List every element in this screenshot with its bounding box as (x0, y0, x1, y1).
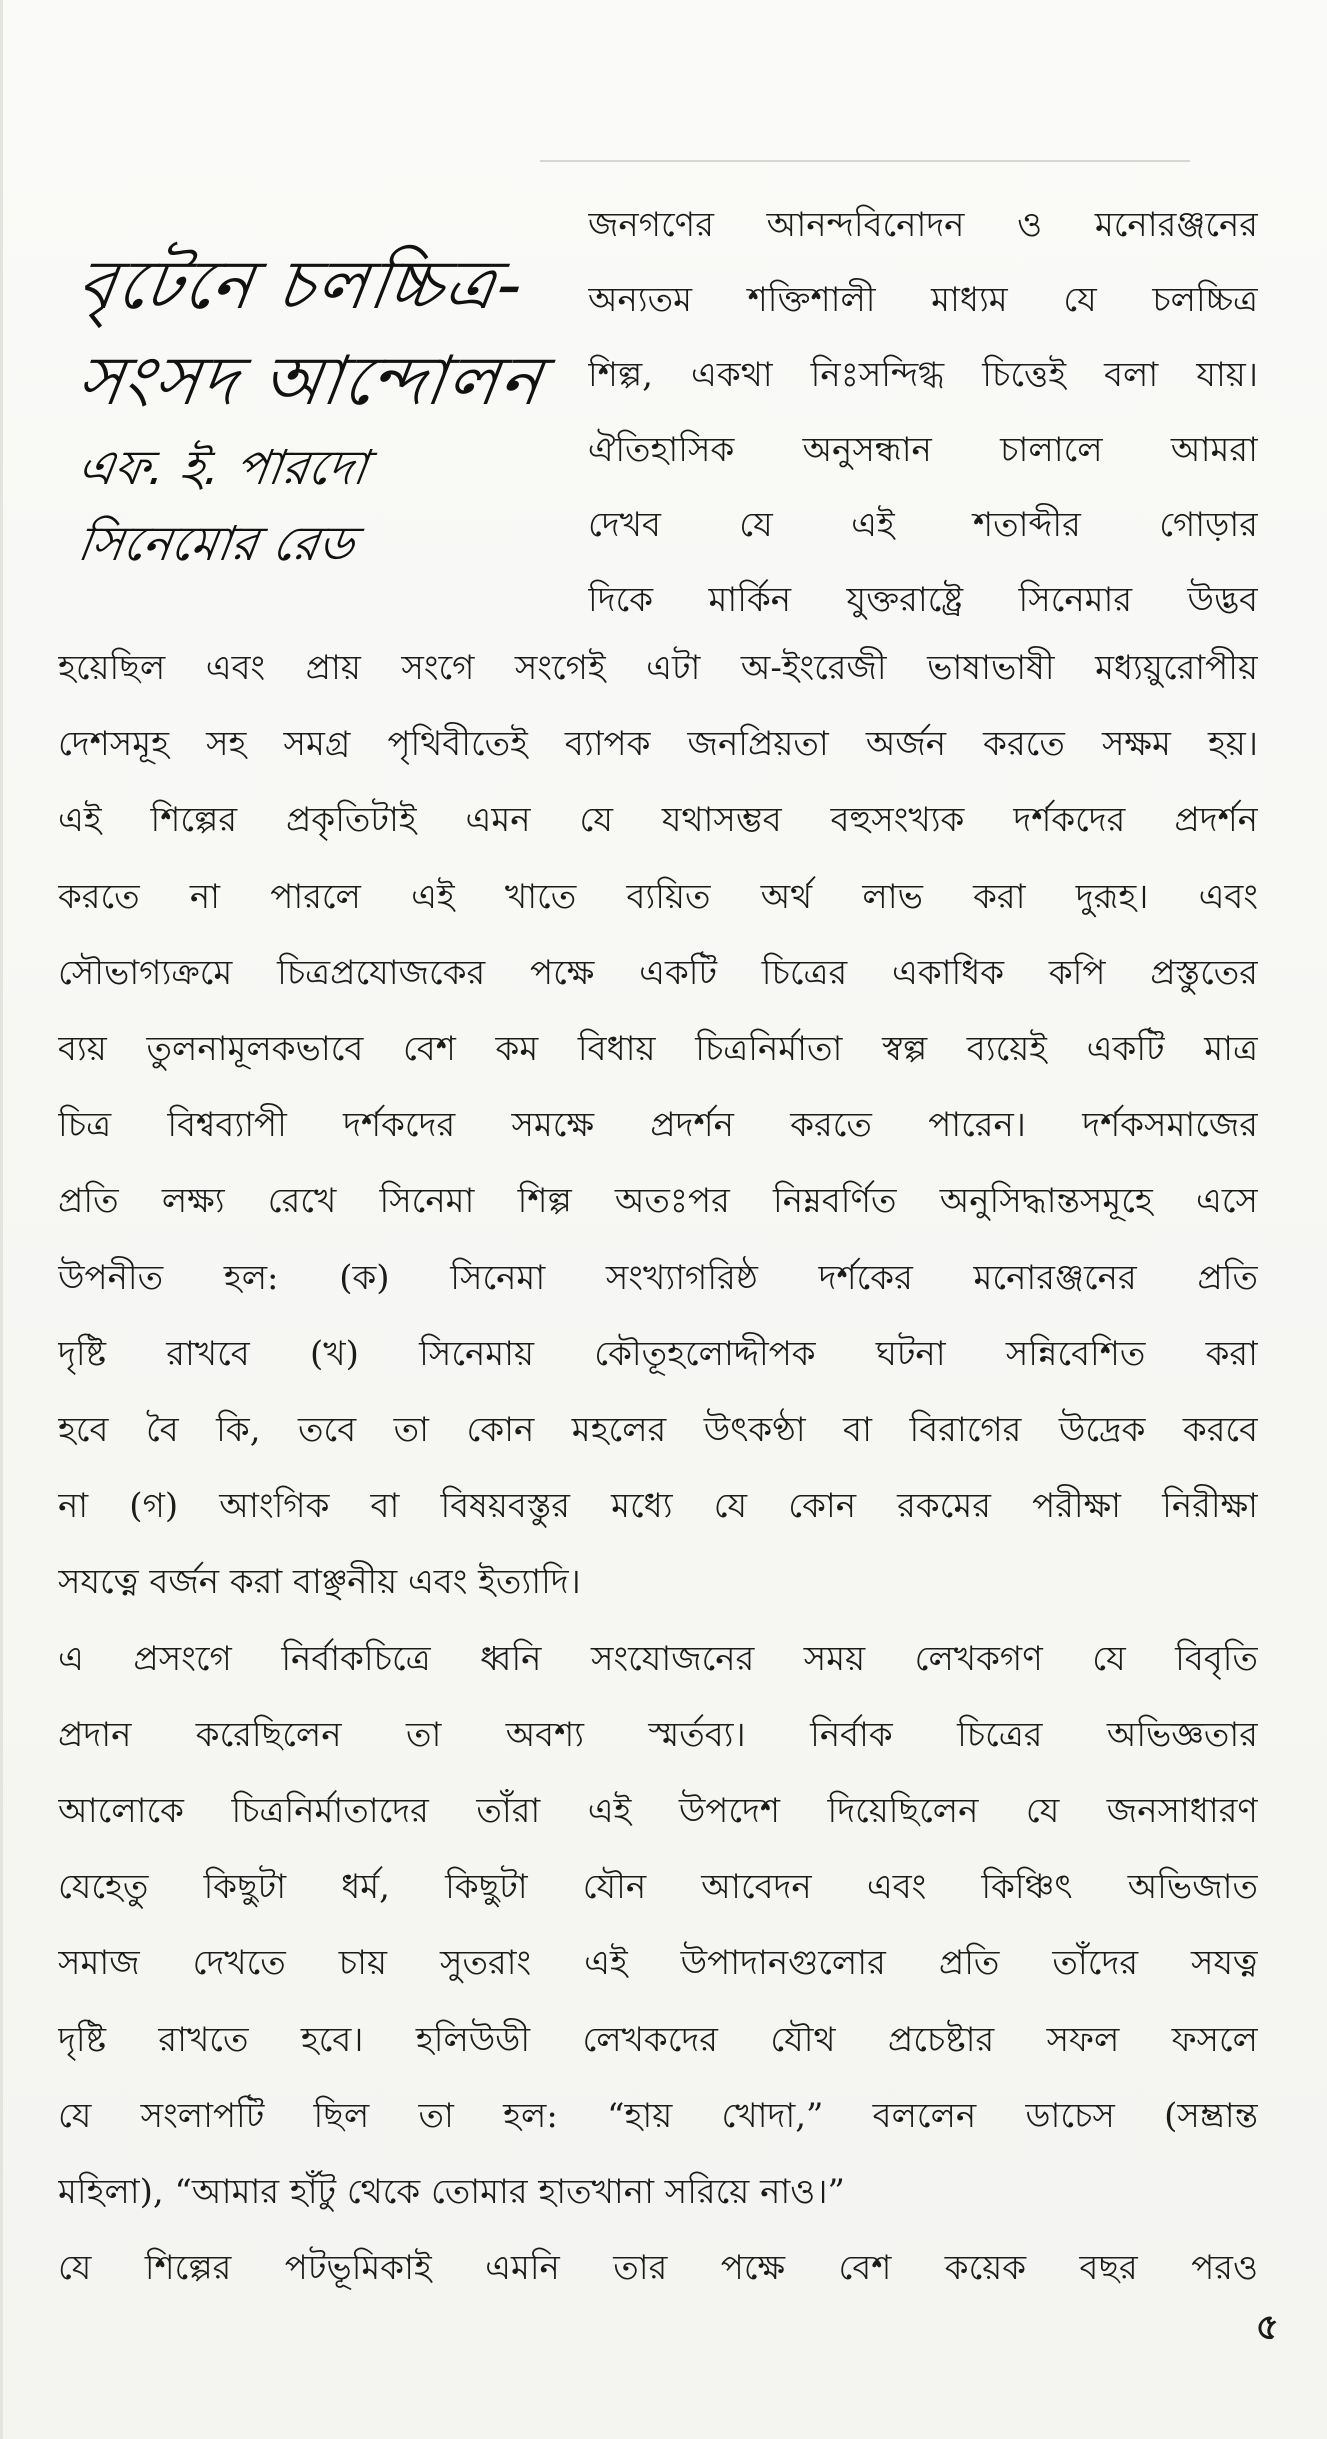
body-line: দৃষ্টি রাখবে (খ) সিনেমায় কৌতূহলোদ্দীপক ঘটনা সন্নিবেশিত করা (58, 1333, 1258, 1374)
body-line: সমাজ দেখতে চায় সুতরাং এই উপাদানগুলোর প্রতি তাঁদের সযত্ন (58, 1943, 1258, 1984)
lead-line: শিল্প, একথা নিঃসন্দিগ্ধ চিত্তেই বলা যায়। (588, 355, 1258, 395)
body-line: মহিলা), “আমার হাঁটু থেকে তোমার হাতখানা সরিয়ে নাও।” (58, 2172, 845, 2213)
body-line: উপনীত হল: (ক) সিনেমা সংখ্যাগরিষ্ঠ দর্শকের মনোরঞ্জনের প্রতি (58, 1257, 1258, 1298)
body-line: না (গ) আংগিক বা বিষয়বস্তুর মধ্যে যে কোন রকমের পরীক্ষা নিরীক্ষা (58, 1486, 1258, 1527)
body-line: আলোকে চিত্রনির্মাতাদের তাঁরা এই উপদেশ দিয়েছিলেন যে জনসাধারণ (58, 1791, 1258, 1832)
article-title-line-2: সংসদ আন্দোলন (72, 342, 549, 421)
body-line: এই শিল্পের প্রকৃতিটাই এমন যে যথাসম্ভব বহুসংখ্যক দর্শকদের প্রদর্শন (58, 800, 1258, 841)
lead-line: দিকে মার্কিন যুক্তরাষ্ট্রে সিনেমার উদ্ভব (588, 580, 1258, 620)
body-line: চিত্র বিশ্বব্যাপী দর্শকদের সমক্ষে প্রদর্শন করতে পারেন। দর্শকসমাজের (58, 1105, 1258, 1146)
body-line: যে সংলাপটি ছিল তা হল: “হায় খোদা,” বললেন ডাচেস (সম্ভ্রান্ত (58, 2095, 1258, 2136)
lead-line: অন্যতম শক্তিশালী মাধ্যম যে চলচ্চিত্র (588, 280, 1258, 320)
body-line: এ প্রসংগে নির্বাকচিত্রে ধ্বনি সংযোজনের সময় লেখকগণ যে বিবৃতি (58, 1638, 1258, 1679)
article-title-block (72, 238, 558, 628)
body-text (58, 630, 1258, 2306)
body-line: সৌভাগ্যক্রমে চিত্রপ্রযোজকের পক্ষে একটি চিত্রের একাধিক কপি প্রস্তুতের (58, 952, 1258, 993)
page-number: ৫ (1255, 2307, 1279, 2348)
lead-line: ঐতিহাসিক অনুসন্ধান চালালে আমরা (588, 430, 1258, 470)
top-rule (540, 160, 1190, 162)
body-line: দেশসমূহ সহ সমগ্র পৃথিবীতেই ব্যাপক জনপ্রিয়তা অর্জন করতে সক্ষম হয়। (58, 724, 1258, 765)
lead-line: জনগণের আনন্দবিনোদন ও মনোরঞ্জনের (588, 205, 1258, 245)
body-line: হয়েছিল এবং প্রায় সংগে সংগেই এটা অ-ইংরেজী ভাষাভাষী মধ্যয়ুরোপীয় (58, 648, 1258, 688)
page-edge-shadow (0, 0, 3, 2439)
lead-paragraph (588, 188, 1258, 638)
body-line: করতে না পারলে এই খাতে ব্যয়িত অর্থ লাভ করা দুরূহ। এবং (58, 876, 1258, 917)
lead-line: দেখব যে এই শতাব্দীর গোড়ার (588, 505, 1258, 545)
body-line: ব্যয় তুলনামূলকভাবে বেশ কম বিধায় চিত্রনির্মাতা স্বল্প ব্যয়েই একটি মাত্র (58, 1029, 1258, 1070)
body-line: যে শিল্পের পটভূমিকাই এমনি তার পক্ষে বেশ কয়েক বছর পরও (58, 2248, 1258, 2289)
body-line: যেহেতু কিছুটা ধর্ম, কিছুটা যৌন আবেদন এবং কিঞ্চিৎ অভিজাত (58, 1867, 1258, 1908)
body-line: হবে বৈ কি, তবে তা কোন মহলের উৎকণ্ঠা বা বিরাগের উদ্রেক করবে (58, 1410, 1258, 1451)
author-name: এফ. ই. পারদো (74, 440, 371, 496)
body-line: সযত্নে বর্জন করা বাঞ্ছনীয় এবং ইত্যাদি। (58, 1562, 581, 1603)
article-title-line-1: বৃটেনে চলচ্চিত্র- (72, 246, 530, 325)
body-line: প্রদান করেছিলেন তা অবশ্য স্মর্তব্য। নির্বাক চিত্রের অভিজ্ঞতার (58, 1714, 1258, 1755)
author-role: সিনেমোর রেড (74, 516, 359, 572)
body-line: দৃষ্টি রাখতে হবে। হলিউডী লেখকদের যৌথ প্রচেষ্টার সফল ফসলে (58, 2019, 1258, 2060)
body-line: প্রতি লক্ষ্য রেখে সিনেমা শিল্প অতঃপর নিম্নবর্ণিত অনুসিদ্ধান্তসমূহে এসে (58, 1181, 1258, 1222)
